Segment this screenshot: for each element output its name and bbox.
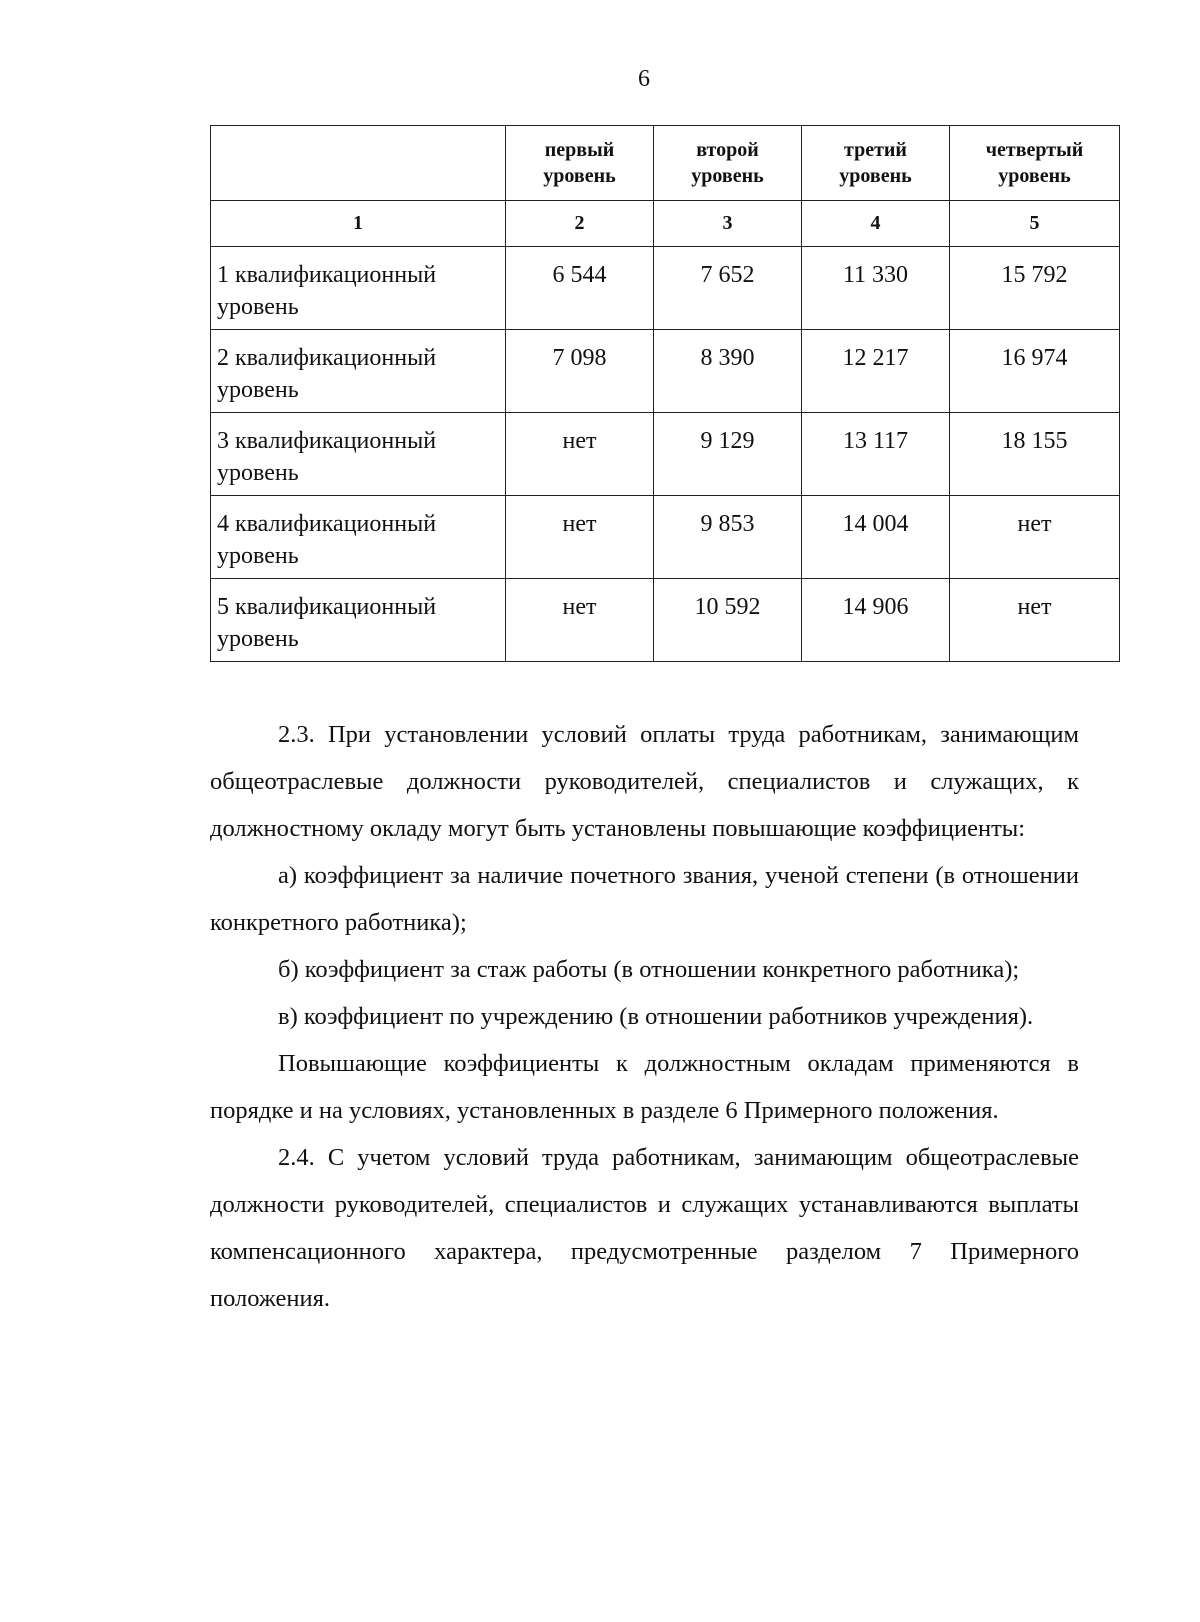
paragraph-2-3: 2.3. При установлении условий оплаты труда работникам, занимающим общеотраслевые должности руководителей, специалистов и служащих, к должностному окладу могут быть установлены повышающие коэффициенты: bbox=[210, 721, 1079, 842]
table-cell: 16 974 bbox=[950, 330, 1120, 413]
row-label: 5 квалификационный уровень bbox=[211, 579, 506, 662]
table-cell: 12 217 bbox=[802, 330, 950, 413]
paragraph-2-4: 2.4. С учетом условий труда работникам, занимающим общеотраслевые должности руководителей, специалистов и служащих устанавливаются выплаты компенсационного характера, предусмотренные разделом 7 Примерного положения. bbox=[210, 1144, 1079, 1312]
row-label: 4 квалификационный уровень bbox=[211, 496, 506, 579]
table-row bbox=[211, 496, 1120, 579]
table-cell: нет bbox=[950, 496, 1120, 579]
table-header-row bbox=[211, 126, 1120, 201]
table-header-cell-level-3: третий уровень bbox=[802, 126, 950, 201]
table-cell: 9 853 bbox=[654, 496, 802, 579]
table-cell: 10 592 bbox=[654, 579, 802, 662]
table-header-cell-level-1: первый уровень bbox=[506, 126, 654, 201]
column-number: 4 bbox=[802, 201, 950, 247]
table-cell: 18 155 bbox=[950, 413, 1120, 496]
column-number: 1 bbox=[211, 201, 506, 247]
table-header-cell-empty bbox=[211, 126, 506, 201]
paragraph-item-a: а) коэффициент за наличие почетного звания, ученой степени (в отношении конкретного работника); bbox=[210, 862, 1079, 936]
column-number: 3 bbox=[654, 201, 802, 247]
table-cell: 11 330 bbox=[802, 247, 950, 330]
table-cell: 9 129 bbox=[654, 413, 802, 496]
table-cell: 14 906 bbox=[802, 579, 950, 662]
table-cell: 6 544 bbox=[506, 247, 654, 330]
paragraph-coefficients-note: Повышающие коэффициенты к должностным окладам применяются в порядке и на условиях, установленных в разделе 6 Примерного положения. bbox=[210, 1050, 1079, 1124]
table-cell: 14 004 bbox=[802, 496, 950, 579]
table-cell: нет bbox=[506, 413, 654, 496]
table-cell: 13 117 bbox=[802, 413, 950, 496]
table-cell: нет bbox=[950, 579, 1120, 662]
row-label: 1 квалификационный уровень bbox=[211, 247, 506, 330]
page-number: 6 bbox=[638, 66, 650, 92]
row-label: 3 квалификационный уровень bbox=[211, 413, 506, 496]
table-cell: 7 098 bbox=[506, 330, 654, 413]
column-number-row bbox=[211, 201, 1120, 247]
table-cell: нет bbox=[506, 496, 654, 579]
table-cell: 8 390 bbox=[654, 330, 802, 413]
table-header-cell-level-4: четвертый уровень bbox=[950, 126, 1120, 201]
table-cell: 7 652 bbox=[654, 247, 802, 330]
table-cell: 15 792 bbox=[950, 247, 1120, 330]
table-row bbox=[211, 413, 1120, 496]
table-row bbox=[211, 330, 1120, 413]
column-number: 5 bbox=[950, 201, 1120, 247]
paragraph-item-b: б) коэффициент за стаж работы (в отношении конкретного работника); bbox=[278, 956, 1020, 983]
table-header-cell-level-2: второй уровень bbox=[654, 126, 802, 201]
table-row bbox=[211, 247, 1120, 330]
body-text bbox=[210, 711, 1079, 1322]
paragraph-item-v: в) коэффициент по учреждению (в отношении работников учреждения). bbox=[278, 1003, 1034, 1030]
salary-table bbox=[210, 125, 1120, 662]
column-number: 2 bbox=[506, 201, 654, 247]
table-cell: нет bbox=[506, 579, 654, 662]
row-label: 2 квалификационный уровень bbox=[211, 330, 506, 413]
table-row bbox=[211, 579, 1120, 662]
